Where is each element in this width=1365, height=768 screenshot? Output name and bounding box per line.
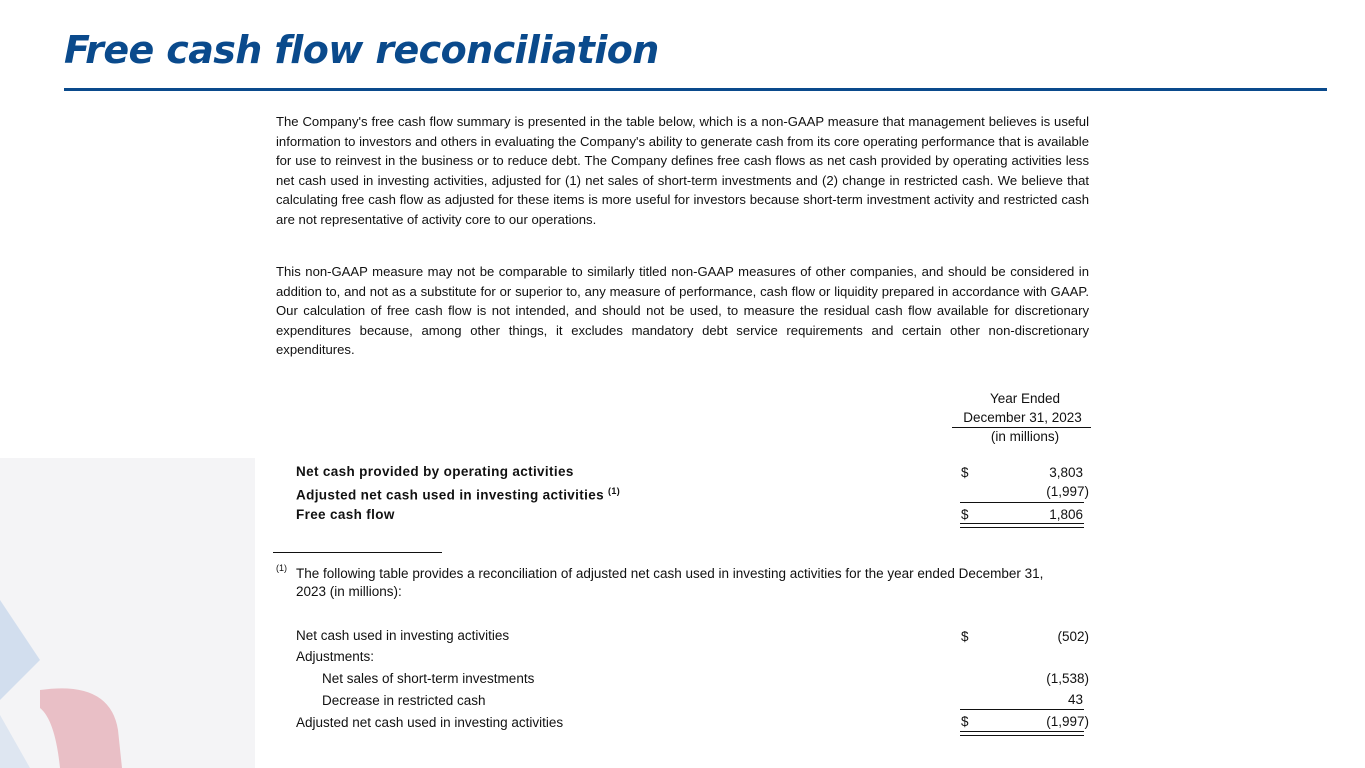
subtotal-rule [960, 502, 1084, 503]
table-row-label: Free cash flow [296, 507, 395, 522]
footnote-marker: (1) [276, 563, 287, 573]
footnote-reference: (1) [608, 486, 621, 496]
footnote-text: The following table provides a reconciliation of adjusted net cash used in investing activities for the year ended December 31, [296, 566, 1044, 581]
currency-symbol: $ [961, 629, 969, 644]
table-row-value: 3,803 [1049, 465, 1083, 480]
brand-decoration-graphic [0, 590, 130, 768]
page-title: Free cash flow reconciliation [64, 28, 659, 72]
table-row-label: Net cash used in investing activities [296, 628, 510, 643]
table-row-label: Net sales of short-term investments [322, 671, 535, 686]
currency-symbol: $ [961, 714, 969, 729]
table-row-label: Adjusted net cash used in investing activities $^{(1)}$ [296, 486, 621, 503]
footnote-text: 2023 (in millions): [296, 584, 402, 599]
currency-symbol: $ [961, 465, 969, 480]
footnote-separator [273, 552, 442, 553]
disclaimer-paragraph: This non-GAAP measure may not be comparable to similarly titled non-GAAP measures of other companies, and should be considered in addition to, and not as a substitute for or superior to, any measure of performance, cash flow or liquidity prepared in accordance with GAAP. Our calculation of free cash flow is not intended, and should not be used, to measure the residual cash flow available for discretionary expenditures because, among other things, it excludes mandatory debt service requirements and certain other non-discretionary expenditures. [276, 264, 1089, 357]
column-header-units: (in millions) [990, 429, 1060, 444]
table-row-label: Adjustments: [296, 649, 375, 664]
total-double-rule [960, 523, 1084, 528]
table-row-value: (1,997) [1046, 714, 1089, 729]
table-row-value: (1,997) [1046, 484, 1089, 499]
table-row-value: (502) [1057, 629, 1089, 644]
table-row-value: 43 [1067, 692, 1083, 707]
table-row-label: Net cash provided by operating activities [296, 464, 574, 479]
title-underline [64, 88, 1327, 91]
table-row-label: Decrease in restricted cash [322, 693, 486, 708]
intro-paragraph: The Company's free cash flow summary is presented in the table below, which is a non-GAAP measure that management believes is useful information to investors and others in evaluating the Company's ability to generate cash from its core operating performance that is available for use to reinvest in the business or to reduce debt. The Company defines free cash flows as net cash provided by operating activities less net cash used in investing activities, adjusted for (1) net sales of short-term investments and (2) change in restricted cash. We believe that calculating free cash flow as adjusted for these items is more useful for investors because short-term investment activity and restricted cash are not representative of activity core to our operations. [276, 114, 1089, 227]
total-double-rule [960, 731, 1084, 736]
table-row-value: (1,538) [1046, 671, 1089, 686]
column-header-rule [952, 427, 1091, 428]
table-row-label: Adjusted net cash used in investing activities [296, 715, 564, 730]
currency-symbol: $ [961, 507, 969, 522]
column-header-date: December 31, 2023 [963, 410, 1082, 425]
subtotal-rule [960, 709, 1084, 710]
table-row-value: 1,806 [1049, 507, 1083, 522]
column-header-year-ended: Year Ended [989, 391, 1061, 406]
